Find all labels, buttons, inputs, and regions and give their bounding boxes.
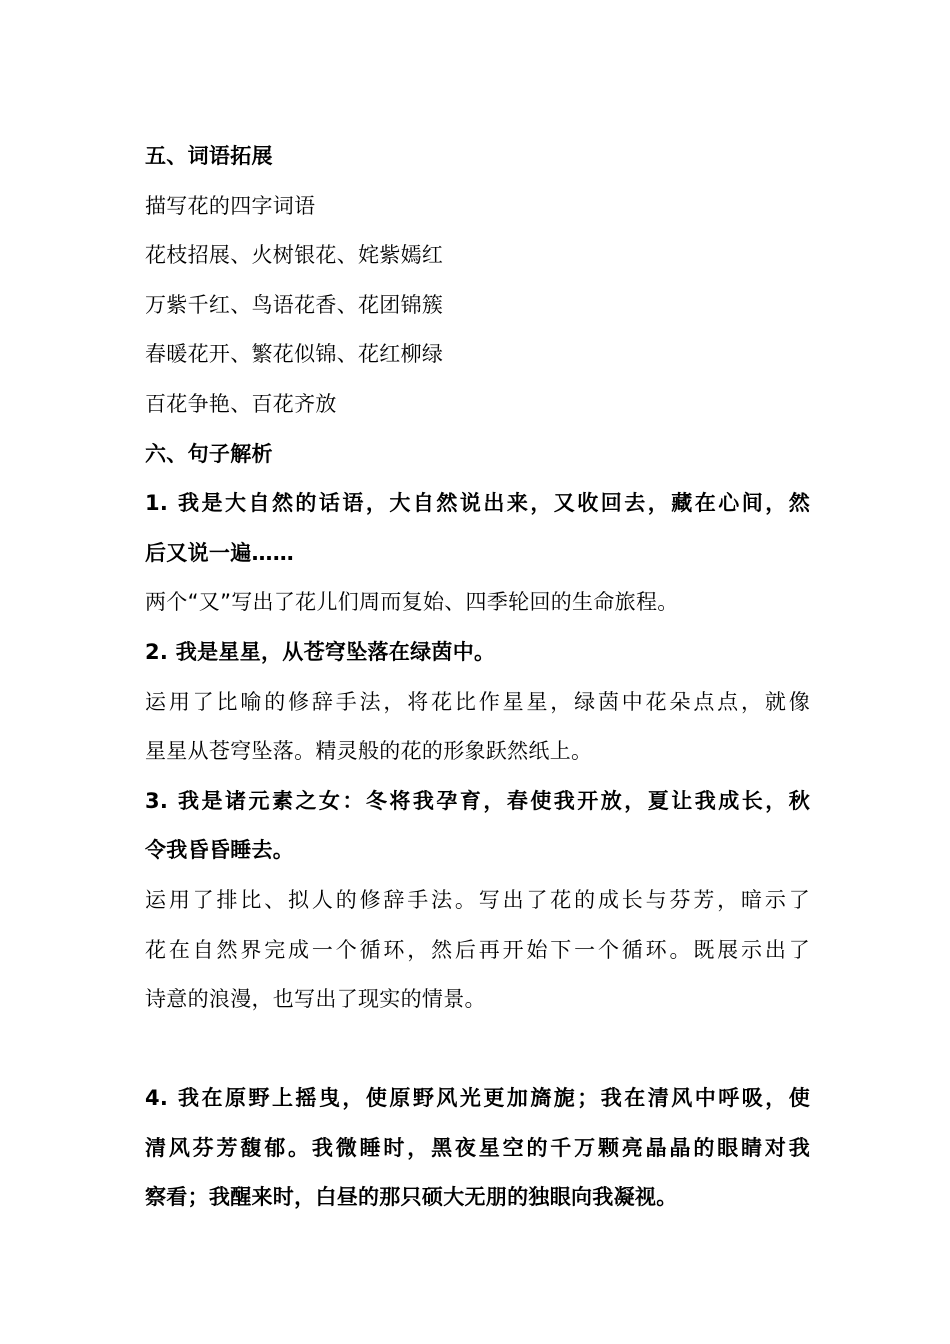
sentence-4-line-3: 察看；我醒来时，白昼的那只硕大无朋的独眼向我凝视。 [145,1185,678,1210]
idiom-line: 百花争艳、百花齐放 [145,391,337,416]
document-page [145,132,810,1223]
section-heading-sentence-analysis: 六、句子解析 [145,441,273,466]
idiom-line: 春暖花开、繁花似锦、花红柳绿 [145,342,444,367]
idiom-line: 万紫千红、鸟语花香、花团锦簇 [145,292,444,317]
sentence-3-line-1: 3. 我是诸元素之女：冬将我孕育，春使我开放，夏让我成长，秋 [145,788,810,813]
idiom-line: 花枝招展、火树银花、姹紫嫣红 [145,243,444,268]
sentence-2-line-1: 2. 我是星星，从苍穹坠落在绿茵中。 [145,639,496,664]
analysis-3-line-3: 诗意的浪漫，也写出了现实的情景。 [145,987,486,1012]
subheading-flower-idioms: 描写花的四字词语 [145,193,316,218]
sentence-3-line-2: 令我昏昏睡去。 [145,838,295,863]
analysis-2-line-1: 运用了比喻的修辞手法，将花比作星星，绿茵中花朵点点，就像 [145,689,810,714]
section-heading-word-expansion: 五、词语拓展 [145,144,273,168]
sentence-4-line-1: 4. 我在原野上摇曳，使原野风光更加旖旎；我在清风中呼吸，使 [145,1086,810,1111]
sentence-1-line-1: 1. 我是大自然的话语，大自然说出来，又收回去，藏在心间，然 [145,491,810,516]
analysis-2-line-2: 星星从苍穹坠落。精灵般的花的形象跃然纸上。 [145,739,593,764]
analysis-3-line-2: 花在自然界完成一个循环，然后再开始下一个循环。既展示出了 [145,937,810,962]
analysis-3-line-1: 运用了排比、拟人的修辞手法。写出了花的成长与芬芳，暗示了 [145,887,810,912]
sentence-1-line-2: 后又说一遍…… [145,540,295,565]
sentence-4-line-2: 清风芬芳馥郁。我微睡时，黑夜星空的千万颗亮晶晶的眼睛对我 [145,1135,810,1160]
blank-line [145,1025,810,1075]
analysis-1-line-1: 两个“又”写出了花儿们周而复始、四季轮回的生命旅程。 [145,590,679,615]
